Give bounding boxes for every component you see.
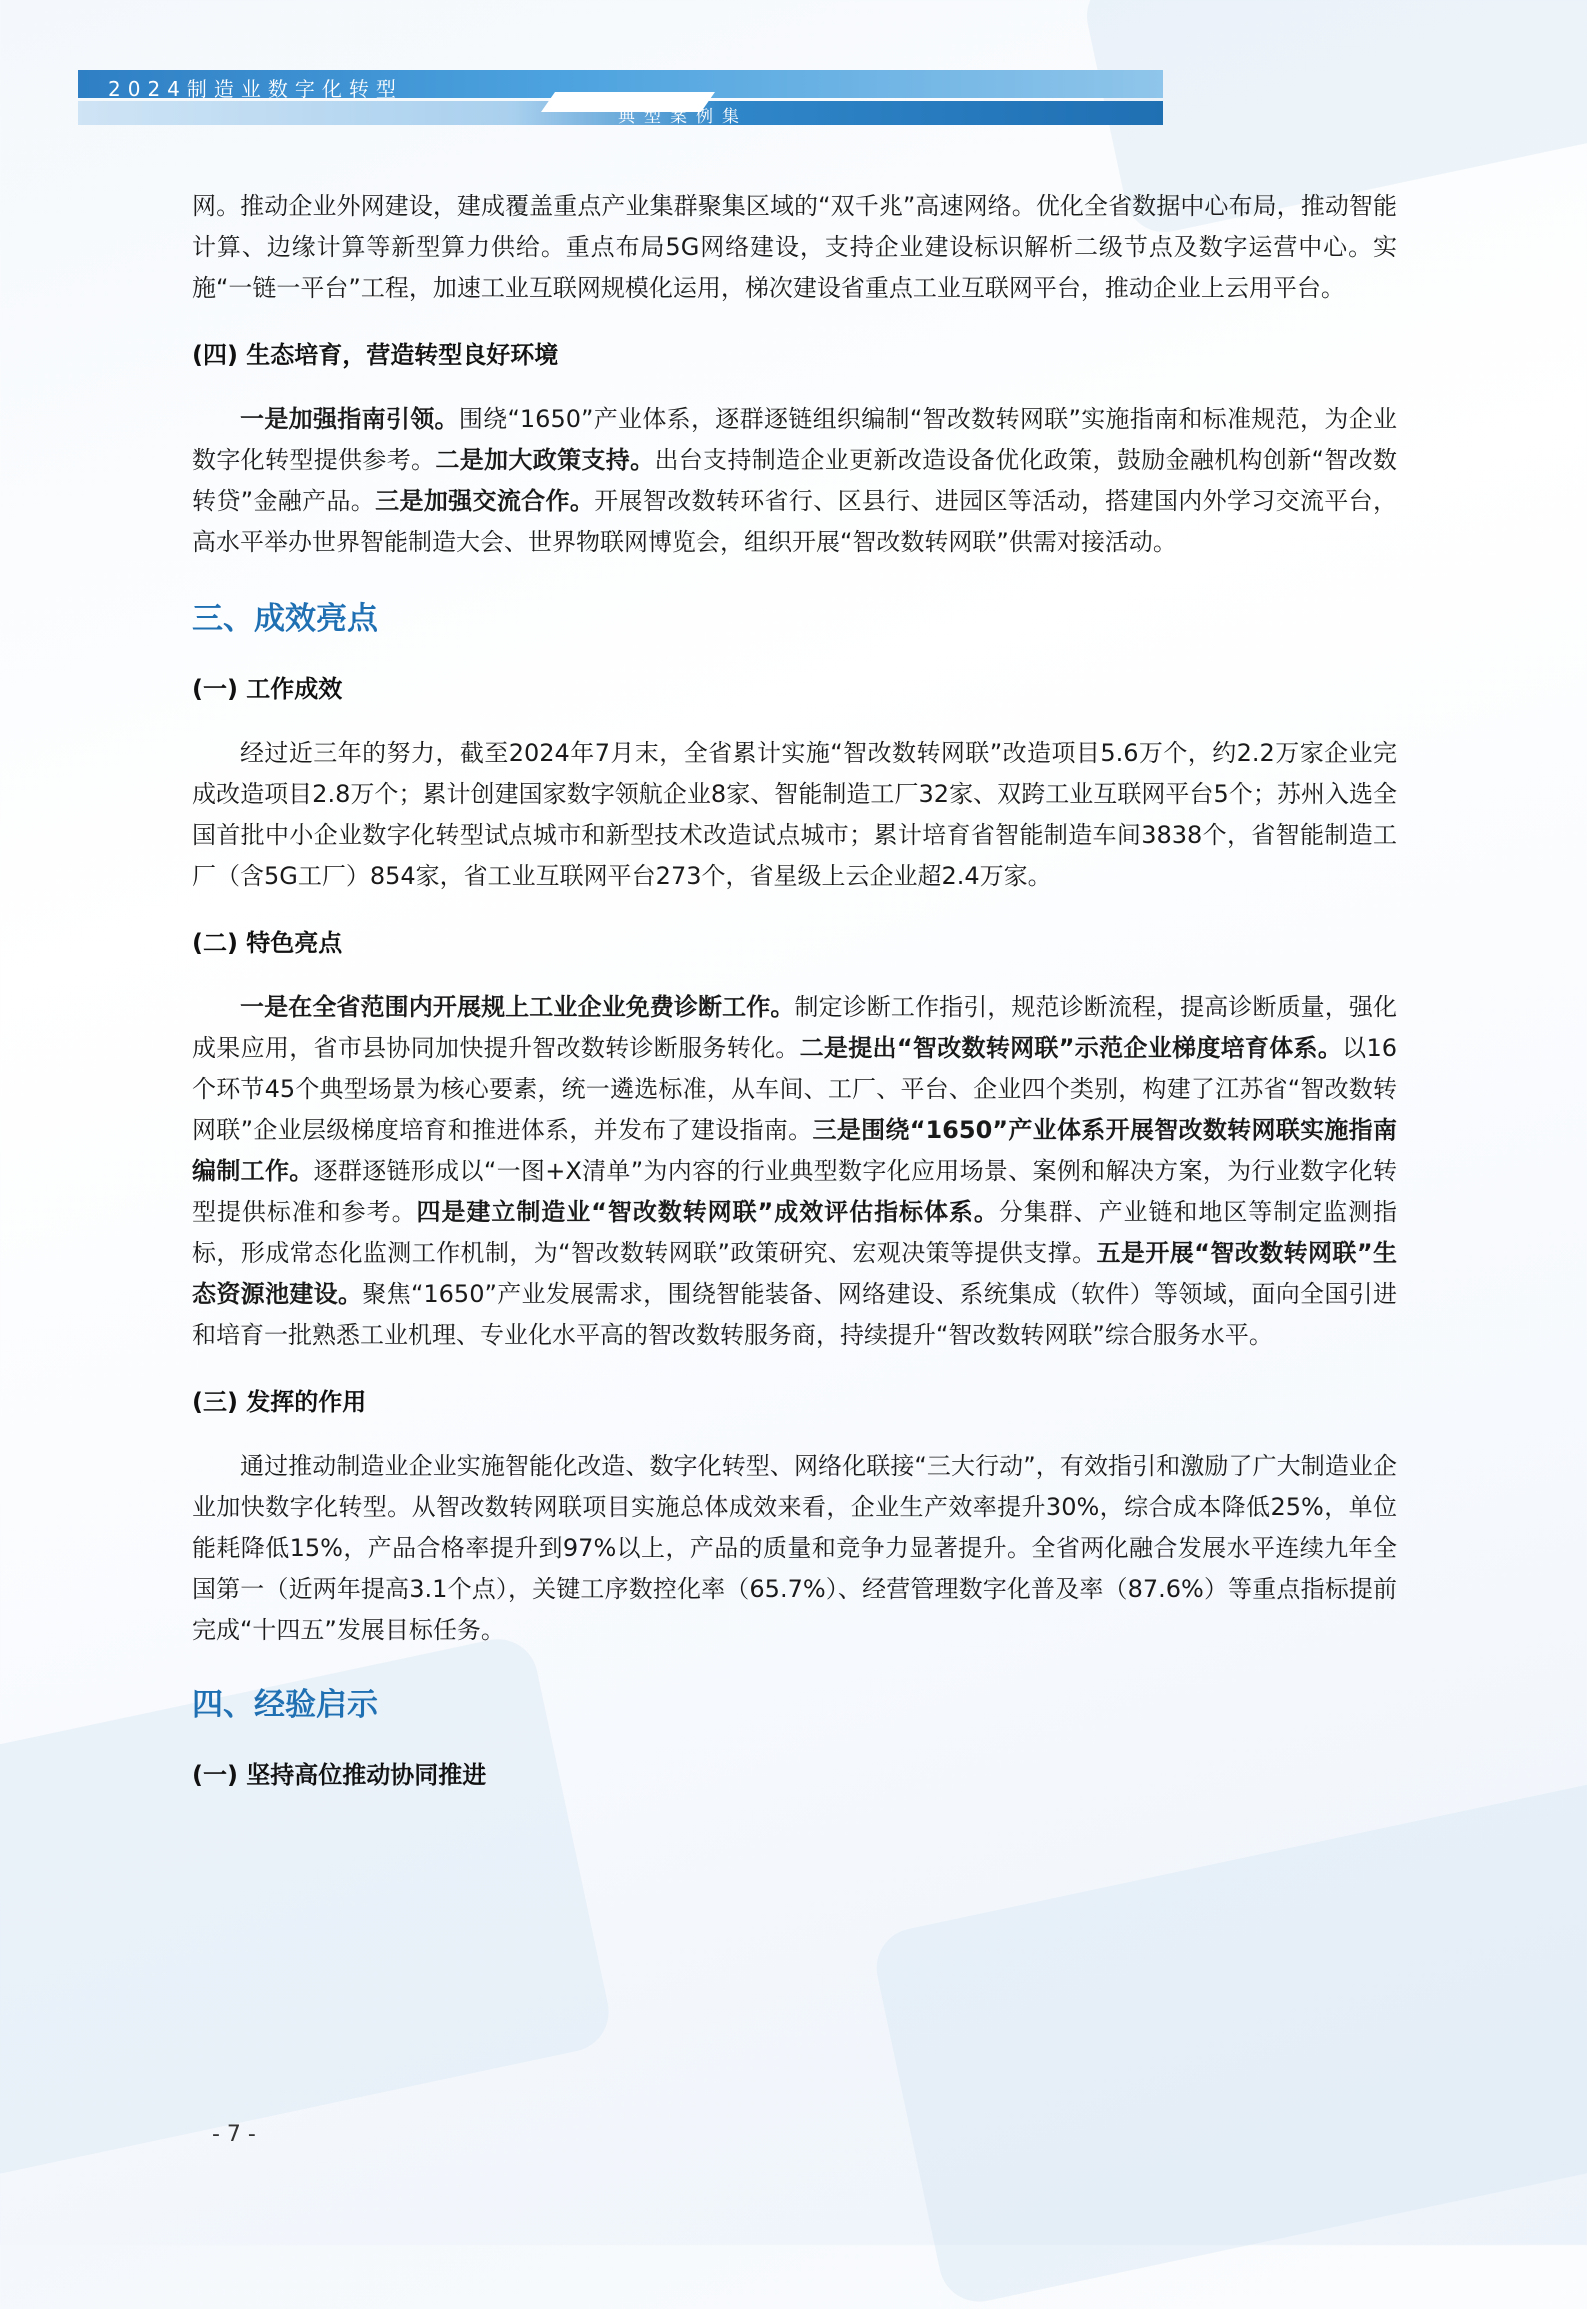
highlight-4-text: 分集群、产业链和地区等制定监测指标，形成常态化监测工作机制，为“智改数转网联”政策研究、宏观决策等提供支撑。 (192, 1198, 1398, 1267)
highlight-2-text: 以16个环节45个典型场景为核心要素，统一遴选标准，从车间、工厂、平台、企业四个类别，构建了江苏省“智改数转网联”企业层级梯度培育和推进体系，并发布了建设指南。 (192, 1034, 1397, 1144)
subheading-work-results: (一) 工作成效 (192, 675, 343, 703)
point-2-text: 出台支持制造企业更新改造设备优化政策，鼓励金融机构创新“智改数转贷”金融产品。 (192, 446, 1398, 515)
header-title: 2024制造业数字化转型 (108, 77, 403, 101)
point-1-text: 围绕“1650”产业体系，逐群逐链组织编制“智改数转网联”实施指南和标准规范，为企业数字化转型提供参考。 (192, 405, 1398, 474)
highlight-2-label: 二是提出“智改数转网联”示范企业梯度培育体系。 (799, 1034, 1343, 1062)
header-subtitle: 典型案例集 (618, 107, 748, 127)
paragraph-network: 网。推动企业外网建设，建成覆盖重点产业集群聚集区域的“双千兆”高速网络。优化全省数据中心布局，推动智能计算、边缘计算等新型算力供给。重点布局5G网络建设，支持企业建设标识解析二级节点及数字运营中心。实施“一链一平台”工程，加速工业互联网规模化运用，梯次建设省重点工业互联网平台，推动企业上云用平台。 (192, 192, 1397, 302)
paragraph-highlights (192, 987, 1397, 1356)
subheading-high-level-push: (一) 坚持高位推动协同推进 (192, 1761, 487, 1789)
page-header (78, 70, 1163, 130)
point-1-label: 一是加强指南引领。 (240, 405, 459, 433)
section-heading-lessons: 四、经验启示 (192, 1687, 378, 1723)
document-body (192, 186, 1397, 1791)
highlight-1-text: 制定诊断工作指引，规范诊断流程，提高诊断质量，强化成果应用，省市县协同加快提升智改数转诊断服务转化。 (192, 993, 1398, 1062)
point-3-text: 开展智改数转环省行、区县行、进园区等活动，搭建国内外学习交流平台，高水平举办世界智能制造大会、世界物联网博览会，组织开展“智改数转网联”供需对接活动。 (192, 487, 1398, 556)
highlight-1-label: 一是在全省范围内开展规上工业企业免费诊断工作。 (240, 993, 795, 1021)
highlight-5-label: 五是开展“智改数转网联”生态资源池建设。 (192, 1239, 1398, 1308)
subheading-ecosystem: (四) 生态培育，营造转型良好环境 (192, 341, 559, 369)
page-number: - 7 - (212, 2122, 256, 2147)
section-heading-results: 三、成效亮点 (192, 601, 378, 637)
highlight-5-text: 聚焦“1650”产业发展需求，围绕智能装备、网络建设、系统集成（软件）等领域，面向全国引进和培育一批熟悉工业机理、专业化水平高的智改数转服务商，持续提升“智改数转网联”综合服务水平。 (192, 1280, 1397, 1349)
highlight-3-text: 逐群逐链形成以“一图+X清单”为内容的行业典型数字化应用场景、案例和解决方案，为行业数字化转型提供标准和参考。 (192, 1157, 1397, 1226)
paragraph-role: 通过推动制造业企业实施智能化改造、数字化转型、网络化联接“三大行动”，有效指引和激励了广大制造业企业加快数字化转型。从智改数转网联项目实施总体成效来看，企业生产效率提升30%，综合成本降低25%，单位能耗降低15%，产品合格率提升到97%以上，产品的质量和竞争力显著提升。全省两化融合发展水平连续九年全国第一（近两年提高3.1个点），关键工序数控化率（65.7%）、经营管理数字化普及率（87.6%）等重点指标提前完成“十四五”发展目标任务。 (192, 1452, 1397, 1644)
highlight-3-label: 三是围绕“1650”产业体系开展智改数转网联实施指南编制工作。 (192, 1116, 1397, 1185)
highlight-4-label: 四是建立制造业“智改数转网联”成效评估指标体系。 (416, 1198, 999, 1226)
subheading-highlights: (二) 特色亮点 (192, 929, 343, 957)
point-3-label: 三是加强交流合作。 (375, 487, 595, 515)
point-2-label: 二是加大政策支持。 (435, 446, 655, 474)
paragraph-ecosystem (192, 399, 1397, 563)
paragraph-work-results: 经过近三年的努力，截至2024年7月末，全省累计实施“智改数转网联”改造项目5.6万个，约2.2万家企业完成改造项目2.8万个；累计创建国家数字领航企业8家、智能制造工厂32家、双跨工业互联网平台5个；苏州入选全国首批中小企业数字化转型试点城市和新型技术改造试点城市；累计培育省智能制造车间3838个，省智能制造工厂（含5G工厂）854家，省工业互联网平台273个，省星级上云企业超2.4万家。 (192, 739, 1397, 890)
background-shape (869, 1771, 1587, 2309)
subheading-role: (三) 发挥的作用 (192, 1388, 367, 1416)
